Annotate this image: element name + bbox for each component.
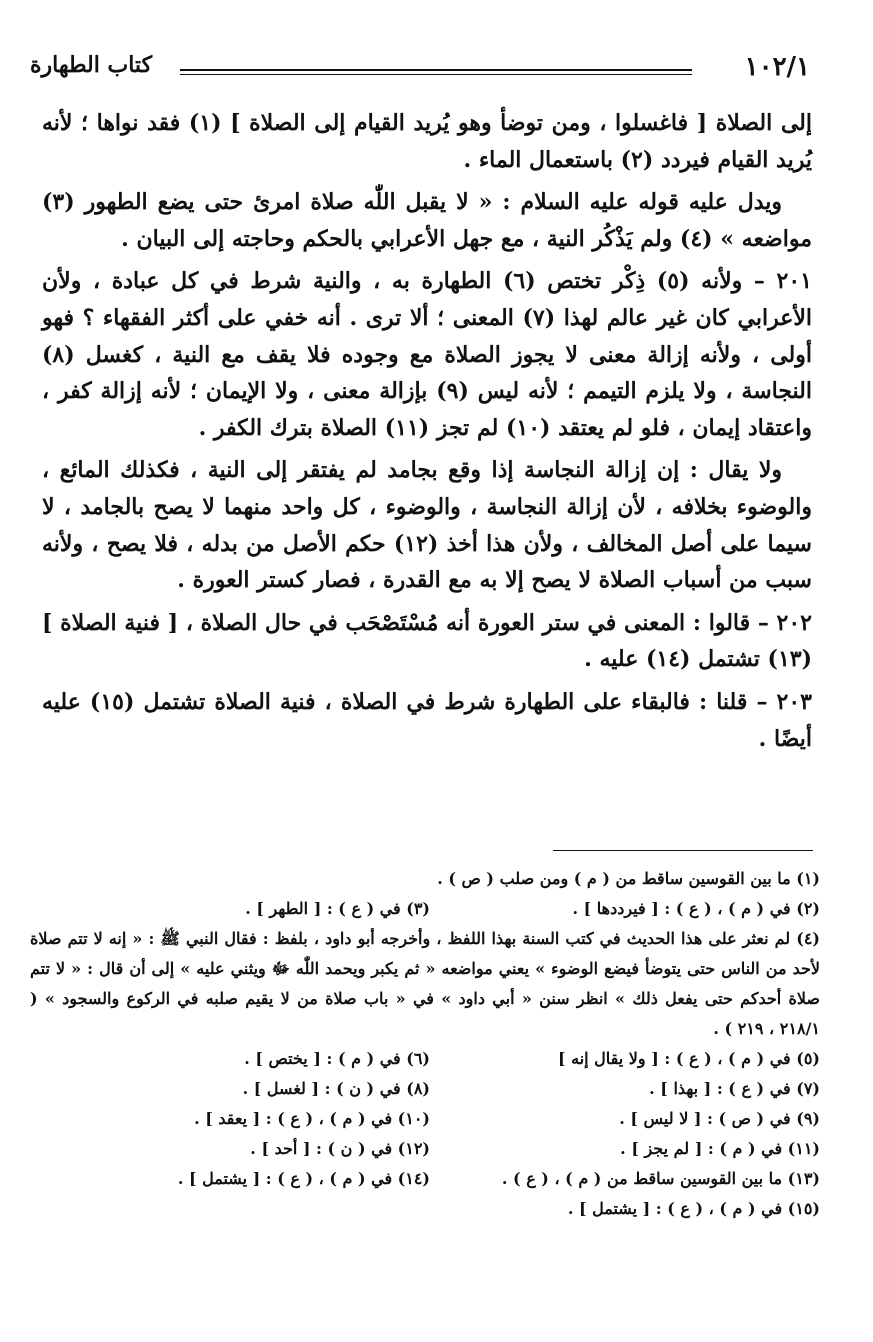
footnote: (١٢) في ( ن ) : [ أحد ] . [250,1139,430,1158]
footnote-row [30,1044,820,1074]
footnote-row [30,1074,820,1104]
footnote-rule [553,850,813,851]
header-rule [180,69,692,75]
footnote: (١٤) في ( م ) ، ( ع ) : [ يشتمل ] . [177,1169,430,1188]
footnote: (٦) في ( م ) : [ يختص ] . [244,1049,430,1068]
main-text [42,105,812,763]
footnote-row [30,1194,820,1224]
footnotes [30,864,820,1224]
footnote: (٨) في ( ن ) : [ لغسل ] . [242,1079,430,1098]
footnote-row [30,1104,820,1134]
footnote-row [30,1164,820,1194]
footnote: (١٣) ما بين القوسين ساقط من ( م ) ، ( ع ) . [501,1169,820,1188]
footnote: (٩) في ( ص ) : [ لا ليس ] . [619,1109,820,1128]
paragraph: ويدل عليه قوله عليه السلام : « لا يقبل اللّٰه صلاة امرئ حتى يضع الطهور (٣) مواضعه » (٤) ولم يَذْكُر النية ، مع جهل الأعرابي بالحكم وحاجته إلى البيان . [42,189,812,252]
footnote: (٤) لم نعثر على هذا الحديث في كتب السنة بهذا اللفظ ، وأخرجه أبو داود ، بلفظ : فقال النبي ﷺ : « إنه لا تتم صلاة لأحد من الناس حتى يتوضأ فيضع الوضوء » يعني مواضعه « ثم يكبر ويحمد اللّٰه ﷻ ويثني عليه » إلى أن قال : « لا تتم صلاة أحدكم حتى يفعل ذلك » انظر سنن « أبي داود » في « باب صلاة من لا يقيم صلبه في الركوع والسجود » ( ٢١٨/١ ، ٢١٩ ) . [30,929,820,1038]
paragraph: ولا يقال : إن إزالة النجاسة إذا وقع بجامد لم يفتقر إلى النية ، فكذلك المائع ، والوضوء بخلافه ، لأن إزالة النجاسة ، والوضوء ، كل واحد منهما لا يصح بالجامد ، لا سيما على أصل المخالف ، ولأن هذا أخذ (١٢) حكم الأصل من بدله ، فلا يصح ، ولأنه سبب من أسباب الصلاة لا يصح إلا به مع القدرة ، فصار كستر العورة . [42,457,812,594]
footnote-row [30,894,820,924]
footnote: (١٠) في ( م ) ، ( ع ) : [ يعقد ] . [194,1109,430,1128]
book-title: كتاب الطهارة [30,52,153,78]
footnote: (٧) في ( ع ) : [ بهذا ] . [649,1079,820,1098]
page-number: ١٠٢/١ [744,52,810,82]
paragraph: ٢٠٢ – قالوا : المعنى في ستر العورة أنه مُسْتَصْحَب في حال الصلاة ، [ فنية الصلاة ] (١٣) تشتمل (١٤) عليه . [42,609,812,673]
footnote: (٢) في ( م ) ، ( ع ) : [ فيرددها ] . [572,899,820,918]
paragraph: ٢٠٣ – قلنا : فالبقاء على الطهارة شرط في الصلاة ، فنية الصلاة تشتمل (١٥) عليه أيضًا . [42,688,812,752]
footnote: (٥) في ( م ) ، ( ع ) : [ ولا يقال إنه ] [557,1049,820,1068]
footnote-row [30,864,820,894]
page-header [30,52,810,92]
footnote: (١) ما بين القوسين ساقط من ( م ) ومن صلب ( ص ) . [437,869,820,888]
footnote: (٣) في ( ع ) : [ الطهر ] . [245,899,430,918]
footnote-row [30,1134,820,1164]
paragraph: ٢٠١ – ولأنه (٥) ذِكْر تختص (٦) الطهارة به ، والنية شرط في كل عبادة ، ولأن الأعرابي كان غير عالم لهذا (٧) المعنى ؛ ألا ترى . أنه خفي على أكثر الفقهاء ؟ فهو أولى ، ولأنه إزالة معنى لا يجوز الصلاة مع وجوده فلا يقف مع النية ، كغسل (٨) النجاسة ، ولا يلزم التيمم ؛ لأنه ليس (٩) بإزالة معنى ، ولا الإيمان ؛ لأنه إزالة كفر ، واعتقاد إيمان ، فلو لم يعتقد (١٠) لم تجز (١١) الصلاة بترك الكفر . [42,268,812,441]
paragraph: إلى الصلاة [ فاغسلوا ، ومن توضأ وهو يُريد القيام إلى الصلاة ] (١) فقد نواها ؛ لأنه يُريد القيام فيردد (٢) باستعمال الماء . [42,110,812,173]
footnote: (١١) في ( م ) : [ لم يجز ] . [620,1139,820,1158]
footnote: (١٥) في ( م ) ، ( ع ) : [ يشتمل ] . [567,1199,820,1218]
